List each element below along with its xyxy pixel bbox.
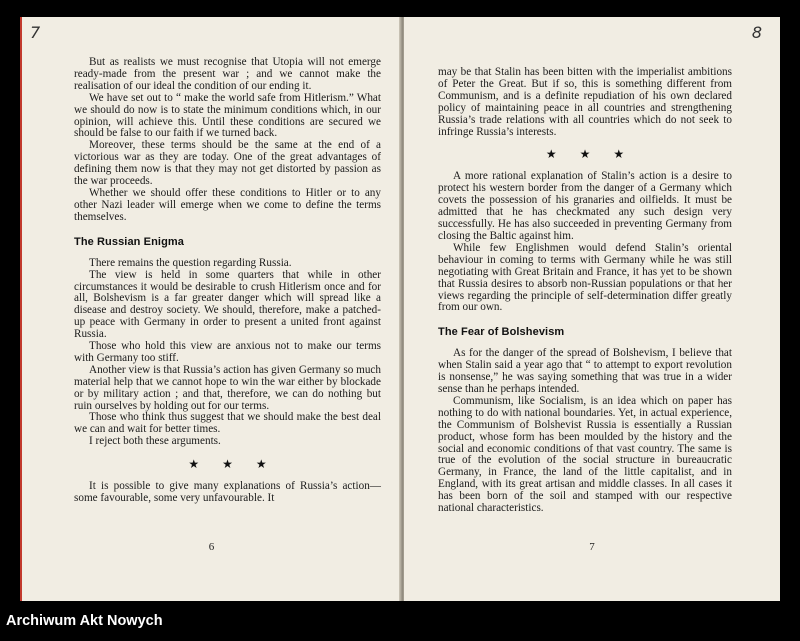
- paragraph: As for the danger of the spread of Bolshevism, I believe that when Stalin said a year ago that “ to attempt to export revolution is nonsense,” he was saying something that was true in a wider sense than he perhaps intended.: [438, 347, 732, 396]
- handwritten-page-number: 8: [751, 23, 762, 42]
- right-page: [404, 17, 780, 601]
- paragraph: There remains the question regarding Russia.: [89, 256, 292, 269]
- archive-label: Archiwum Akt Nowych: [6, 613, 163, 629]
- paragraph: But as realists we must recognise that Utopia will not emerge ready-made from the present war ; and we cannot make the realisation of our ideal the condition of our ending it.: [74, 56, 381, 92]
- section-divider-stars: ★ ★ ★: [188, 457, 267, 472]
- paragraph: Moreover, these terms should be the same at the end of a victorious war as they are today. One of the great advantages of defining them now is that they may not get distorted by passion as the war proceeds.: [74, 139, 381, 188]
- section-divider-stars: ★ ★ ★: [545, 147, 625, 162]
- left-text-column: [22, 17, 401, 601]
- page-number: 7: [589, 541, 595, 553]
- page-number: 6: [208, 541, 215, 553]
- paragraph: Another view is that Russia’s action has given Germany so much material help that we cannot hope to win the war either by blockade or by military action ; and that, therefore, we can do nothing but ruin ourselves by holding out for our terms.: [74, 363, 381, 412]
- paragraph: Whether we should offer these conditions to Hitler or to any other Nazi leader will emerge when we come to define the terms themselves.: [74, 186, 381, 223]
- handwritten-page-number: 7: [30, 23, 41, 42]
- paragraph: I reject both these arguments.: [89, 435, 221, 448]
- paragraph: Communism, like Socialism, is an idea which on paper has nothing to do with national boundaries. Yet, in actual experience, the Communism of Bolshevist Russia is essentially a Russian product, whose form has been moulded by the history and the social and economic conditions of that vast country. The same is true of the evolution of the social structure in bureaucratic Germany, in France, the land of the little capitalist, and in England, with its great artisan and middle classes. In all cases it has been born of the soil and stamped with our respective national characteristics.: [438, 394, 732, 515]
- paragraph: Those who think thus suggest that we should make the best deal we can and wait for better times.: [74, 411, 381, 436]
- paragraph: A more rational explanation of Stalin’s action is a desire to protect his western border from the danger of a Germany which covets the possession of his granaries and oilfields. It must be admitted that he has checkmated any such design very successfully. He has also succeeded in preventing Germany from closing the Baltic against him.: [438, 170, 732, 242]
- paragraph: The view is held in some quarters that while in other circumstances it would be desirable to crush Hitlerism once and for all, Bolshevism is a far greater danger which will spread like a disease and destroy society. We should, therefore, make a patched-up peace with Germany in order to present a united front against Russia.: [74, 268, 381, 341]
- section-heading: The Fear of Bolshevism: [438, 326, 565, 339]
- paragraph: Those who hold this view are anxious not to make our terms with Germany too stiff.: [74, 340, 381, 364]
- paragraph: It is possible to give many explanations of Russia’s action—some favourable, some very unfavourable. It: [74, 480, 381, 505]
- left-page: [20, 17, 401, 601]
- paragraph: We have set out to “ make the world safe from Hitlerism.” What we should do now is to state the minimum conditions which, in our opinion, will achieve this. Until these conditions are secured we should be false to our faith if we turned back.: [74, 91, 381, 140]
- section-heading: The Russian Enigma: [74, 235, 184, 248]
- paragraph: While few Englishmen would defend Stalin’s oriental behaviour in coming to terms with Germany while he was still negotiating with Great Britain and France, it has yet to be shown that Russia desires to absorb non-Russian populations or that her views regarding the principle of self-determination differ greatly from our own.: [438, 241, 732, 314]
- paragraph: may be that Stalin has been bitten with the imperialist ambitions of Peter the Great. But if so, this is something different from Communism, and is a definite repudiation of his own declared policy of maintaining peace in all countries and strengthening Russia’s trade relations with all countries which do not seek to infringe Russia’s interests.: [438, 66, 732, 138]
- archive-footer-bar: [0, 601, 800, 641]
- right-text-column: [404, 17, 780, 601]
